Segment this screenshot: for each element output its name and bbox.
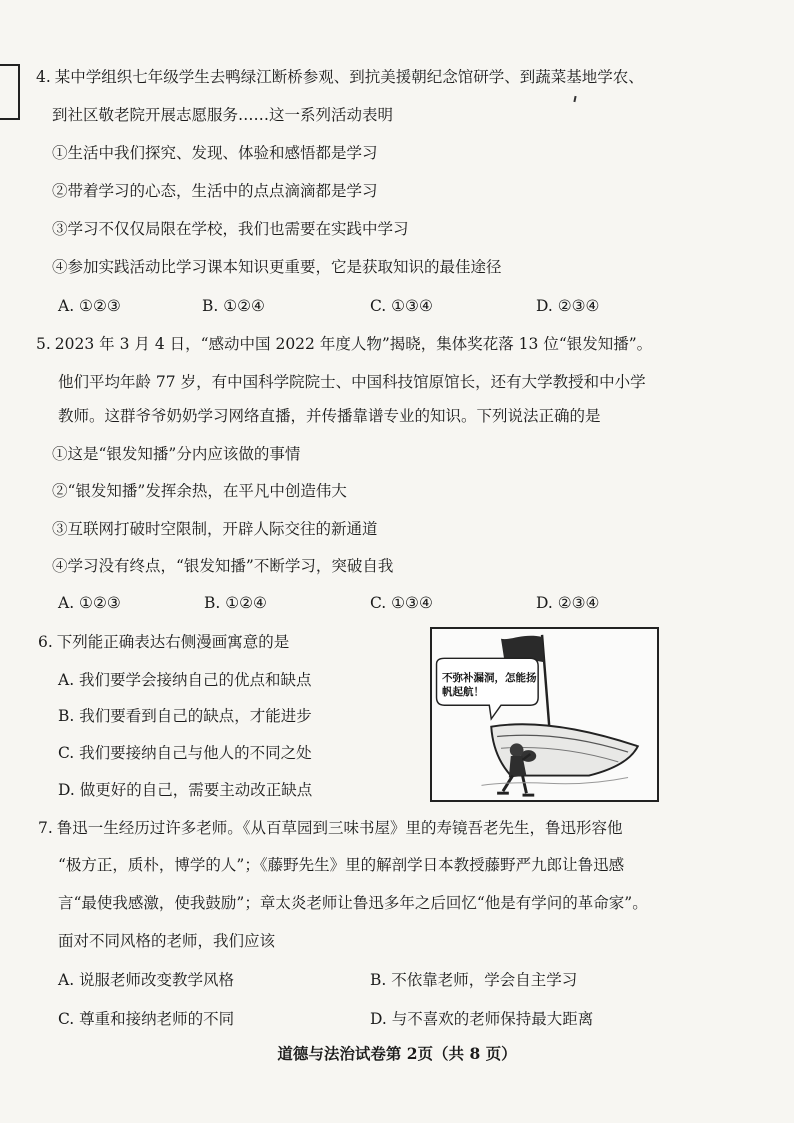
q7-option-d: D. 与不喜欢的老师保持最大距离 [370,1010,594,1028]
page-footer: 道德与法治试卷第 2页（共 8 页） [277,1044,517,1063]
q5-stem-line1: 5. 2023 年 3 月 4 日，“感动中国 2022 年度人物”揭晓，集体奖花落 13 位“银发知播”。 [36,335,653,353]
q4-item-3: ③学习不仅仅局限在学校，我们也需要在实践中学习 [52,220,409,238]
q4-item-2: ②带着学习的心态，生活中的点点滴滴都是学习 [52,182,378,200]
q5-item-3: ③互联网打破时空限制，开辟人际交往的新通道 [52,520,378,538]
q4-option-c: C. ①③④ [370,297,433,315]
q5-stem-line2: 他们平均年龄 77 岁，有中国科学院院士、中国科技馆原馆长，还有大学教授和中小学 [58,373,646,391]
q7-stem-line1: 7. 鲁迅一生经历过许多老师。《从百草园到三味书屋》里的寿镜吾老先生，鲁迅形容他 [38,819,623,837]
q6-option-a: A. 我们要学会接纳自己的优点和缺点 [58,671,312,689]
q4-option-b: B. ①②④ [202,297,265,315]
q7-option-a: A. 说服老师改变教学风格 [58,971,235,989]
boat-cartoon-drawing [432,629,657,800]
q5-option-a: A. ①②③ [58,594,121,612]
q4-option-a: A. ①②③ [58,297,121,315]
q4-option-d: D. ②③④ [536,297,600,315]
q5-option-d: D. ②③④ [536,594,600,612]
q5-item-1: ①这是“银发知播”分内应该做的事情 [52,445,301,463]
comic-speech-bubble: 不弥补漏洞，怎能扬帆起航！ [442,672,537,698]
q6-option-d: D. 做更好的自己，需要主动改正缺点 [58,781,313,799]
q7-stem-line4: 面对不同风格的老师，我们应该 [58,932,276,950]
q7-stem-line3: 言“最使我感激，使我鼓励”；章太炎老师让鲁迅多年之后回忆“他是有学问的革命家”。 [58,894,648,912]
q6-option-c: C. 我们要接纳自己与他人的不同之处 [58,744,312,762]
q5-option-c: C. ①③④ [370,594,433,612]
page-edge-box [0,64,20,120]
cartoon-illustration [430,627,659,802]
q5-item-4: ④学习没有终点，“银发知播”不断学习，突破自我 [52,557,394,575]
q5-stem-line3: 教师。这群爷爷奶奶学习网络直播，并传播靠谱专业的知识。下列说法正确的是 [58,407,601,425]
q5-option-b: B. ①②④ [204,594,267,612]
q6-option-b: B. 我们要看到自己的缺点，才能进步 [58,707,312,725]
q4-item-1: ①生活中我们探究、发现、体验和感悟都是学习 [52,144,378,162]
q7-stem-line2: “极方正，质朴，博学的人”；《藤野先生》里的解剖学日本教授藤野严九郎让鲁迅感 [58,856,625,874]
q4-item-4: ④参加实践活动比学习课本知识更重要，它是获取知识的最佳途径 [52,258,502,276]
q7-option-c: C. 尊重和接纳老师的不同 [58,1010,235,1028]
q6-stem: 6. 下列能正确表达右侧漫画寓意的是 [38,633,290,651]
q4-stem-line2: 到社区敬老院开展志愿服务……这一系列活动表明 [52,106,394,124]
q4-stem-line1: 4. 某中学组织七年级学生去鸭绿江断桥参观、到抗美援朝纪念馆研学、到蔬菜基地学农、 [36,68,644,86]
q5-item-2: ②“银发知播”发挥余热，在平凡中创造伟大 [52,482,347,500]
q7-option-b: B. 不依靠老师，学会自主学习 [370,971,578,989]
scan-speck [573,96,576,102]
